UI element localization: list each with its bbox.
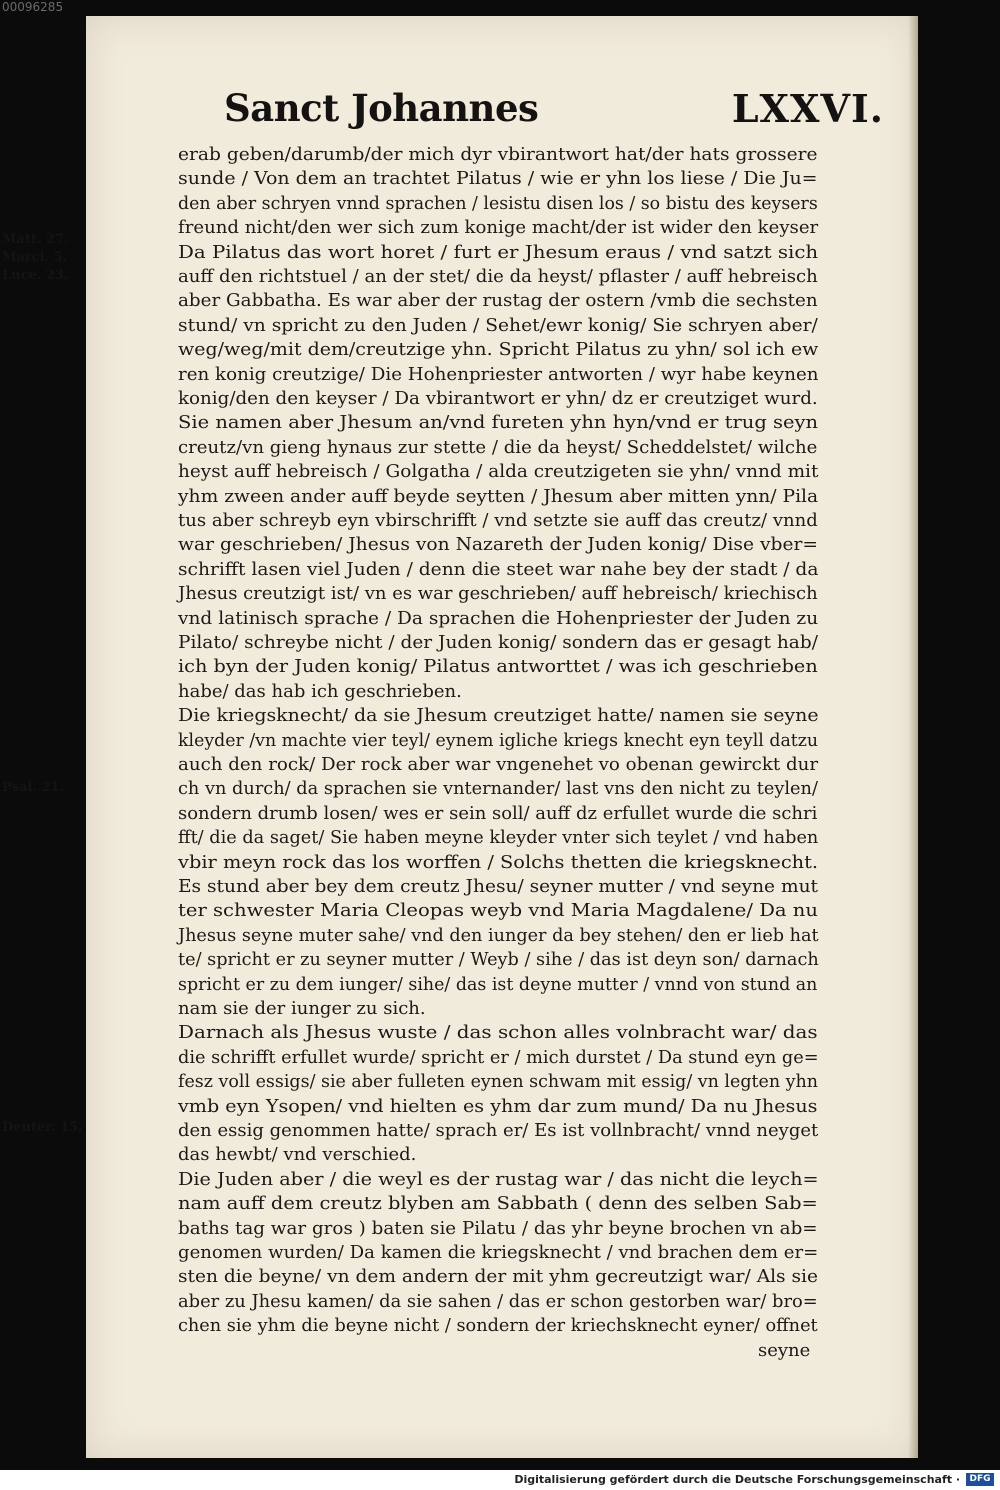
text-line: freund nicht/den wer sich zum konige macht/der ist wider den keyser <box>178 217 819 238</box>
scan-id: 00096285 <box>2 0 64 14</box>
text-line: baths tag war gros ) baten sie Pilatu / das yhr beyne brochen vn ab= <box>178 1218 818 1239</box>
running-head: Sanct Johannes <box>224 86 539 130</box>
text-line: sten die beyne/ vn dem andern der mit yhm gecreutzigt war/ Als sie <box>178 1266 818 1287</box>
text-line: den essig genommen hatte/ sprach er/ Es ist vollnbracht/ vnnd neyget <box>178 1120 819 1141</box>
text-line: Es stund aber bey dem creutz Jhesu/ seyner mutter / vnd seyne mut <box>178 876 819 897</box>
text-line: die schrifft erfullet wurde/ spricht er / mich durstet / Da stund eyn ge= <box>178 1047 819 1068</box>
text-line: konig/den den keyser / Da vbirantwort er yhn/ dz er creutziget wurd. <box>178 388 818 409</box>
text-line: spricht er zu dem iunger/ sihe/ das ist deyne mutter / vnnd von stund an <box>178 974 818 995</box>
text-line: den aber schryen vnnd sprachen / lesistu disen los / so bistu des keysers <box>178 193 818 214</box>
margin-note: Matt. 27. <box>2 232 69 247</box>
text-line: vnd latinisch sprache / Da sprachen die Hohenpriester der Juden zu <box>178 608 819 629</box>
text-line: ter schwester Maria Cleopas weyb vnd Maria Magdalene/ Da nu <box>178 900 818 921</box>
text-line: kleyder /vn machte vier teyl/ eynem igliche kriegs knecht eyn teyll datzu <box>178 730 819 751</box>
text-line: nam auff dem creutz blyben am Sabbath ( denn des selben Sab= <box>178 1193 818 1214</box>
text-line: Da Pilatus das wort horet / furt er Jhesum eraus / vnd satzt sich <box>178 242 819 263</box>
text-line: vbir meyn rock das los worffen / Solchs thetten die kriegsknecht. <box>178 852 819 873</box>
text-line: das hewbt/ vnd verschied. <box>178 1144 417 1165</box>
text-line: tus aber schreyb eyn vbirschrifft / vnd setzte sie auff das creutz/ vnnd <box>178 510 818 531</box>
text-line: fft/ die da saget/ Sie haben meyne kleyder vnter sich teylet / vnd haben <box>178 827 819 848</box>
text-line: ich byn der Juden konig/ Pilatus antworttet / was ich geschrieben <box>178 656 818 677</box>
text-line: Jhesus creutzigt ist/ vn es war geschrieben/ auff hebreisch/ kriechisch <box>178 583 818 604</box>
text-line: aber zu Jhesu kamen/ da sie sahen / das er schon gestorben war/ bro= <box>178 1291 818 1312</box>
margin-note: Deuter. 15. <box>2 1120 83 1135</box>
funding-credit: Digitalisierung gefördert durch die Deutsche Forschungsgemeinschaft · <box>514 1473 960 1486</box>
text-line: habe/ das hab ich geschrieben. <box>178 681 462 702</box>
text-line: seyne <box>758 1340 811 1361</box>
book-page <box>2 16 918 1458</box>
dfg-logo: DFG <box>966 1473 994 1486</box>
text-line: auff den richtstuel / an der stet/ die da heyst/ pflaster / auff hebreisch <box>178 266 818 287</box>
text-line: aber Gabbatha. Es war aber der rustag der ostern /vmb die sechsten <box>178 290 818 311</box>
text-line: te/ spricht er zu seyner mutter / Weyb / sihe / das ist deyn son/ darnach <box>178 949 819 970</box>
margin-note: Psal. 21. <box>2 780 65 795</box>
text-line: war geschrieben/ Jhesus von Nazareth der Juden konig/ Dise vber= <box>178 534 819 555</box>
text-line: schrifft lasen viel Juden / denn die steet war nahe bey der stadt / da <box>178 559 819 580</box>
text-line: Pilato/ schreybe nicht / der Juden konig/ sondern das er gesagt hab/ <box>178 632 818 653</box>
text-line: erab geben/darumb/der mich dyr vbirantwort hat/der hats grossere <box>178 144 818 165</box>
margin-note: Luce. 23. <box>2 268 69 283</box>
text-line: weg/weg/mit dem/creutzige yhn. Spricht Pilatus zu yhn/ sol ich ew <box>178 339 819 360</box>
text-line: Sie namen aber Jhesum an/vnd fureten yhn hyn/vnd er trug seyn <box>178 412 819 433</box>
text-line: Darnach als Jhesus wuste / das schon alles volnbracht war/ das <box>178 1022 818 1043</box>
page-header <box>224 86 884 136</box>
text-line: sunde / Von dem an trachtet Pilatus / wie er yhn los liese / Die Ju= <box>178 168 818 189</box>
text-line: stund/ vn spricht zu den Juden / Sehet/ewr konig/ Sie schryen aber/ <box>178 315 818 336</box>
text-line: ch vn durch/ da sprachen sie vnternander/ last vns den nicht zu teylen/ <box>178 778 818 799</box>
text-line: creutz/vn gieng hynaus zur stette / die da heyst/ Scheddelstet/ wilche <box>178 437 818 458</box>
text-line: sondern drumb losen/ wes er sein soll/ auff dz erfullet wurde die schri <box>178 803 818 824</box>
text-line: heyst auff hebreisch / Golgatha / alda creutzigeten sie yhn/ vnnd mit <box>178 461 819 482</box>
margin-note: Marci. 5. <box>2 250 68 265</box>
text-line: auch den rock/ Der rock aber war vngenehet vo obenan gewirckt dur <box>178 754 819 775</box>
footer-bar <box>0 1470 1000 1490</box>
text-line: vmb eyn Ysopen/ vnd hielten es yhm dar zum mund/ Da nu Jhesus <box>178 1096 818 1117</box>
text-line: fesz voll essigs/ sie aber fulleten eynen schwam mit essig/ vn legten yhn <box>178 1071 819 1092</box>
text-line: Die Juden aber / die weyl es der rustag war / das nicht die leych= <box>178 1169 819 1190</box>
text-line: nam sie der iunger zu sich. <box>178 998 426 1019</box>
text-line: chen sie yhm die beyne nicht / sondern der kriechsknecht eyner/ offnet <box>178 1315 818 1336</box>
text-line: ren konig creutzige/ Die Hohenpriester antworten / wyr habe keynen <box>178 364 819 385</box>
text-line: Jhesus seyne muter sahe/ vnd den iunger da bey stehen/ den er lieb hat <box>178 925 819 946</box>
folio-number: LXXVI. <box>731 86 884 131</box>
text-line: Die kriegsknecht/ da sie Jhesum creutziget hatte/ namen sie seyne <box>178 705 819 726</box>
text-line: genomen wurden/ Da kamen die kriegsknecht / vnd brachen dem er= <box>178 1242 819 1263</box>
text-line: yhm zween ander auff beyde seytten / Jhesum aber mitten ynn/ Pila <box>178 486 819 507</box>
